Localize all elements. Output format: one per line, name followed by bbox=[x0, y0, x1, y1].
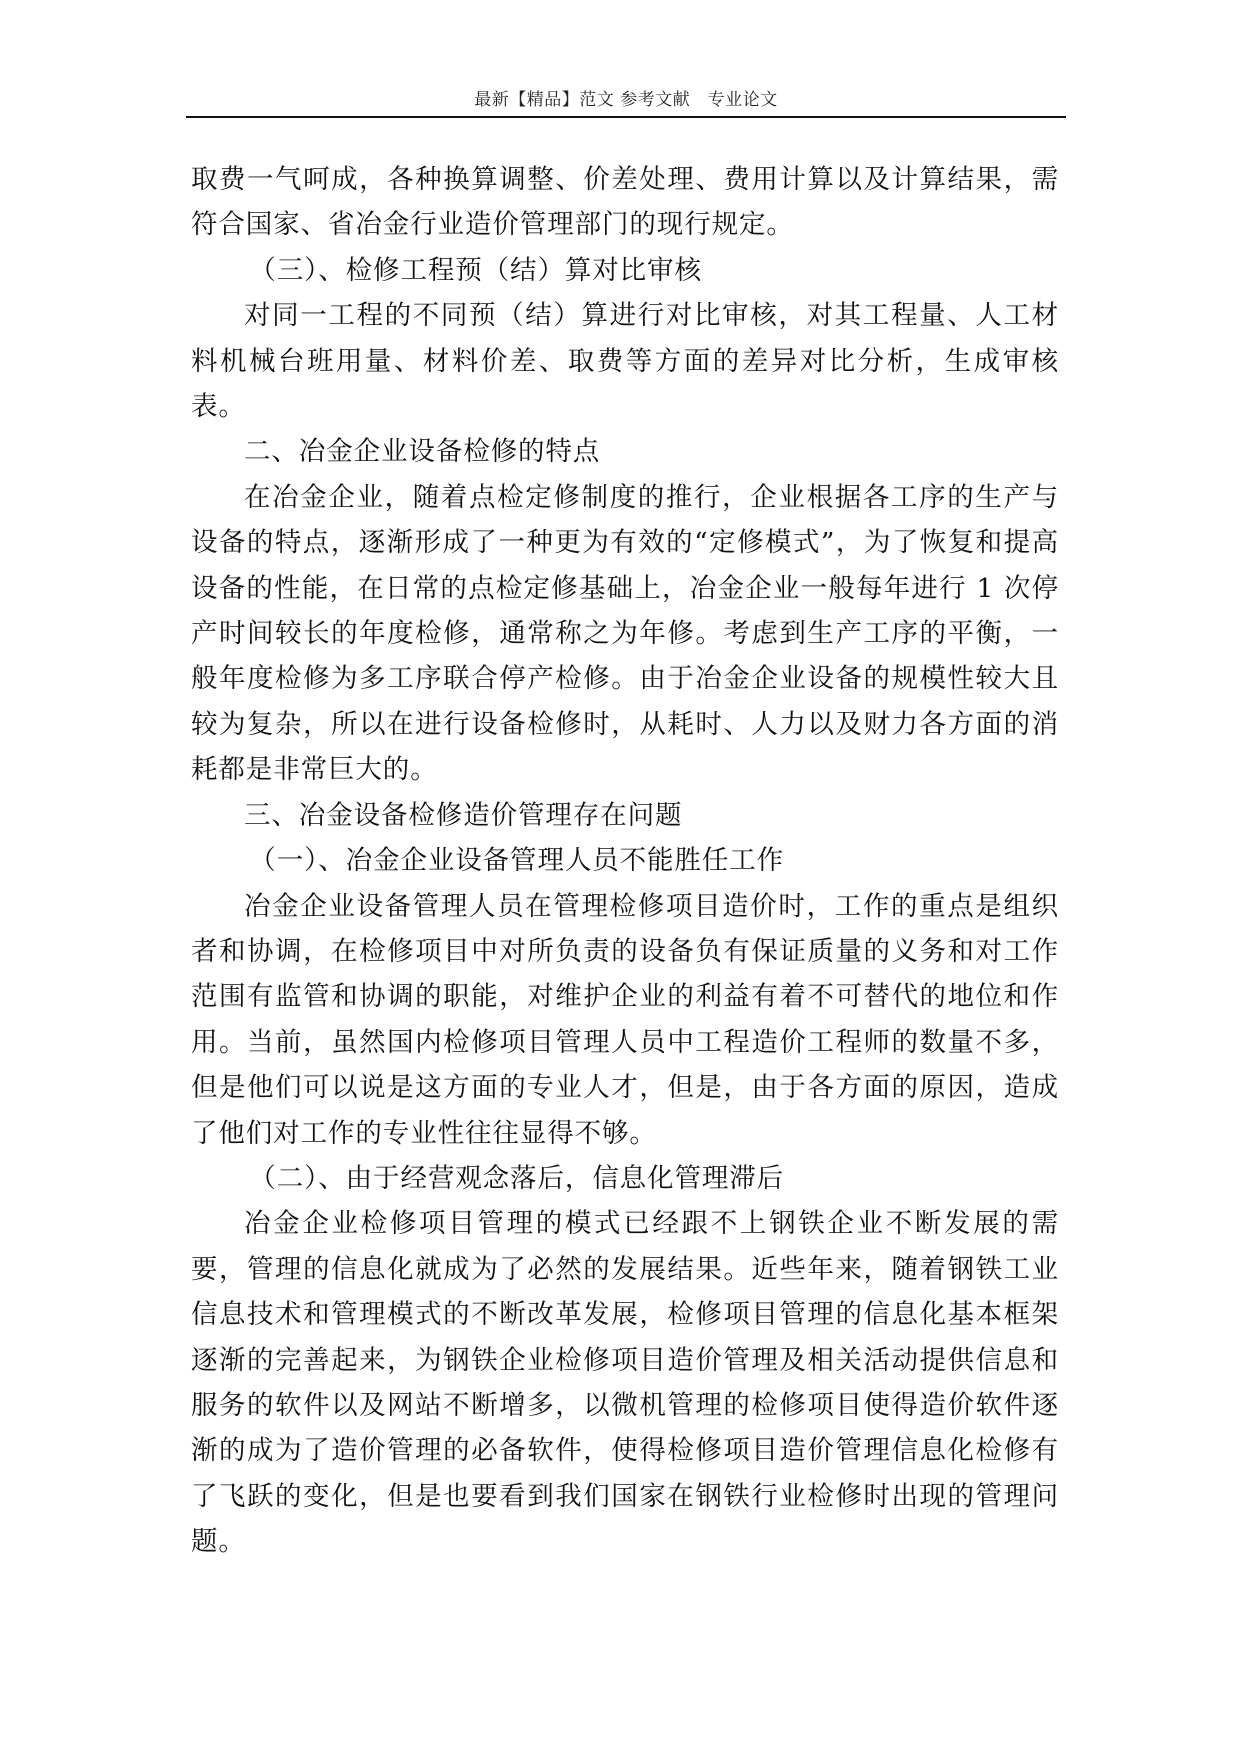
paragraph-continued: 取费一气呵成，各种换算调整、价差处理、费用计算以及计算结果，需符合国家、省冶金行业造价管理部门的现行规定。 bbox=[191, 164, 1059, 241]
page-header: 最新【精品】范文 参考文献 专业论文 bbox=[474, 90, 778, 110]
paragraph: 对同一工程的不同预（结）算进行对比审核，对其工程量、人工材料机械台班用量、材料价差、取费等方面的差异对比分析，生成审核表。 bbox=[191, 300, 1059, 423]
chapter-heading-3: 三、冶金设备检修造价管理存在问题 bbox=[244, 799, 683, 831]
section-heading-2: （二）、由于经营观念落后，信息化管理滞后 bbox=[249, 1162, 785, 1194]
section-heading-3: （三）、检修工程预（结）算对比审核 bbox=[249, 254, 702, 286]
paragraph: 冶金企业检修项目管理的模式已经跟不上钢铁企业不断发展的需要，管理的信息化就成为了必然的发展结果。近些年来，随着钢铁工业信息技术和管理模式的不断改革发展，检修项目管理的信息化基本框架逐渐的完善起来，为钢铁企业检修项目造价管理及相关活动提供信息和服务的软件以及网站不断增多，以微机管理的检修项目使得造价软件逐渐的成为了造价管理的必备软件，使得检修项目造价管理信息化检修有了飞跃的变化，但是也要看到我们国家在钢铁行业检修时出现的管理问题。 bbox=[191, 1208, 1059, 1558]
document-body bbox=[191, 157, 1059, 1565]
section-heading-1: （一）、冶金企业设备管理人员不能胜任工作 bbox=[249, 845, 785, 877]
paragraph: 在冶金企业，随着点检定修制度的推行，企业根据各工序的生产与设备的特点，逐渐形成了一种更为有效的“定修模式”，为了恢复和提高设备的性能，在日常的点检定修基础上，冶金企业一般每年进行 1 次停产时间较长的年度检修，通常称之为年修。考虑到生产工序的平衡，一般年度检修为多工序联合停产检修。由于冶金企业设备的规模性较大且较为复杂，所以在进行设备检修时，从耗时、人力以及财力各方面的消耗都是非常巨大的。 bbox=[191, 481, 1059, 786]
paragraph: 冶金企业设备管理人员在管理检修项目造价时，工作的重点是组织者和协调，在检修项目中对所负责的设备负有保证质量的义务和对工作范围有监管和协调的职能，对维护企业的利益有着不可替代的地位和作用。当前，虽然国内检修项目管理人员中工程造价工程师的数量不多，但是他们可以说是这方面的专业人才，但是，由于各方面的原因，造成了他们对工作的专业性往往显得不够。 bbox=[191, 890, 1059, 1149]
header-rule bbox=[186, 116, 1066, 118]
chapter-heading-2: 二、冶金企业设备检修的特点 bbox=[244, 436, 601, 468]
